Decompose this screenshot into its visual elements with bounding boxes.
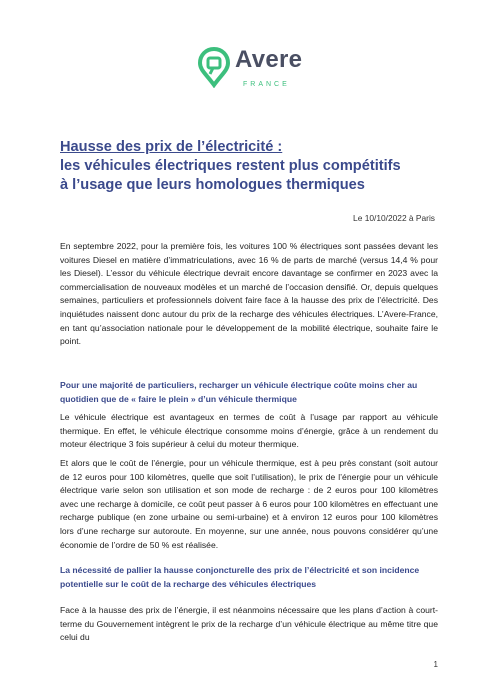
section-1-heading: Pour une majorité de particuliers, recharger un véhicule électrique coûte moins cher au quotidien que de « faire le plein » d’un véhicule thermique <box>60 380 418 404</box>
map-pin-plug-icon <box>197 46 231 88</box>
intro-paragraph: En septembre 2022, pour la première fois, les voitures 100 % électriques sont passées devant les voitures Diesel en matière d’immatriculations, avec 16 % de parts de marché (versus 14,4 % pour les Diesel). L’essor du véhicule électrique devrait encore davantage se confirmer en 2023 avec la commercialisation de nouveaux modèles et un marché de l’occasion densifié. Or, depuis quelques semaines, particuliers et professionnels doivent faire face à la hausse des prix de l’électricité. Des inquiétudes naissent donc autour du prix de la recharge des véhicules électriques. L’Avere-France, en tant qu’association nationale pour le développement de la mobilité électrique, souhaite faire le point. <box>60 241 438 347</box>
page-number: 1 <box>433 660 438 669</box>
document-title <box>60 138 440 195</box>
press-release-date: Le 10/10/2022 à Paris <box>353 213 435 223</box>
section-1-paragraph-1: Le véhicule électrique est avantageux en termes de coût à l’usage par rapport au véhicule thermique. En effet, le véhicule électrique consomme moins d’énergie, grâce à un rendement du moteur électrique 3 fois supérieur à celui du moteur thermique. <box>60 412 438 450</box>
title-line-3: à l’usage que leurs homologues thermiques <box>60 177 365 193</box>
section-1-paragraph-2: Et alors que le coût de l’énergie, pour un véhicule thermique, est à peu près constant (soit autour de 12 euros pour 100 kilomètres, quelle que soit l’utilisation), le prix de l’énergie pour un véhicule électrique varie selon son utilisation et son mode de recharge : de 2 euros pour 100 kilomètres avec une recharge à domicile, ce coût peut passer à 6 euros pour 100 kilomètres en effectuant une recharge publique (en zone urbaine ou semi-urbaine) et à environ 12 euros pour 100 kilomètres lors d’une recharge sur autoroute. En moyenne, sur une année, nous pouvons considérer qu’une économie de l’ordre de 50 % est réalisée. <box>60 458 438 550</box>
section-2-heading: La nécessité de pallier la hausse conjoncturelle des prix de l’électricité et son incidence potentielle sur le coût de la recharge des véhicules électriques <box>60 565 420 589</box>
title-line-2: les véhicules électriques restent plus compétitifs <box>60 158 401 174</box>
logo-name: Avere <box>235 46 303 73</box>
section-2-paragraph-1: Face à la hausse des prix de l’énergie, il est néanmoins nécessaire que les plans d’action à court-terme du Gouvernement intègrent le prix de la recharge d’un véhicule électrique au même titre que celui du <box>60 605 438 643</box>
avere-france-logo <box>197 46 309 94</box>
title-line-1: Hausse des prix de l’électricité : <box>60 139 283 155</box>
logo-subtitle: FRANCE <box>243 81 290 88</box>
